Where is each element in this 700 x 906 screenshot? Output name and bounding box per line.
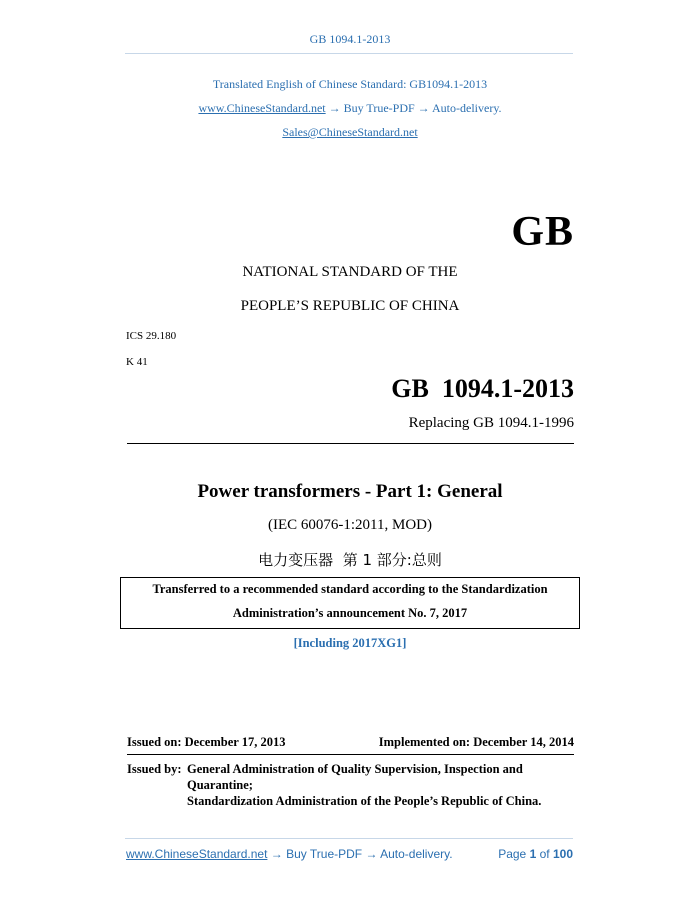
iec-reference: (IEC 60076-1:2011, MOD) [267, 517, 432, 533]
issued-by-label: Issued by: [127, 762, 182, 776]
including-amendment: [Including 2017XG1] [293, 636, 407, 650]
standard-number: GB 1094.1-2013 [391, 374, 574, 403]
footer-rule [125, 838, 573, 839]
banner-line-3 [0, 125, 700, 140]
national-standard-line-1: NATIONAL STANDARD OF THE [242, 264, 458, 280]
header-rule [125, 53, 573, 54]
footer-links [126, 847, 453, 861]
dates-divider [127, 754, 574, 755]
recommended-standard-notice [120, 577, 580, 629]
ics-code: ICS 29.180 [126, 330, 177, 342]
page-total: 100 [552, 847, 573, 861]
chinese-title: 电力变压器 第 1 部分:总则 [258, 551, 442, 569]
banner-line-2 [0, 101, 700, 116]
implemented-on-date: Implemented on: December 14, 2014 [378, 735, 574, 749]
footer-rest: → Buy True-PDF → Auto-delivery. [267, 847, 453, 861]
issued-by-org-1: General Administration of Quality Supervision, Inspection and [187, 762, 523, 776]
email-link[interactable]: Sales@ChineseStandard.net [282, 125, 418, 139]
replacing-note: Replacing GB 1094.1-1996 [408, 415, 574, 431]
gb-logo-mark: GB [511, 209, 574, 255]
of-label: of [539, 847, 550, 861]
document-title: Power transformers - Part 1: General [197, 481, 503, 502]
banner-line-1: Translated English of Chinese Standard: GB1094.1-2013 [212, 77, 488, 91]
page-label: Page [498, 847, 527, 861]
page-indicator [498, 847, 573, 861]
k-code: K 41 [126, 356, 148, 368]
notice-line-2: Administration’s announcement No. 7, 2017 [232, 606, 468, 620]
issued-by-org-2: Standardization Administration of the People’s Republic of China. [187, 794, 542, 808]
issued-on-date: Issued on: December 17, 2013 [127, 735, 286, 749]
title-divider [127, 443, 574, 444]
site-link[interactable]: www.ChineseStandard.net [198, 101, 326, 115]
footer-site-link[interactable]: www.ChineseStandard.net [126, 847, 268, 861]
issued-by-org-1-cont: Quarantine; [187, 778, 253, 792]
banner-line-2-rest: → Buy True-PDF → Auto-delivery. [325, 101, 502, 115]
page-number: 1 [529, 847, 537, 861]
running-header: GB 1094.1-2013 [309, 32, 391, 46]
national-standard-line-2: PEOPLE’S REPUBLIC OF CHINA [240, 298, 460, 314]
notice-line-1: Transferred to a recommended standard according to the Standardization [152, 582, 548, 596]
